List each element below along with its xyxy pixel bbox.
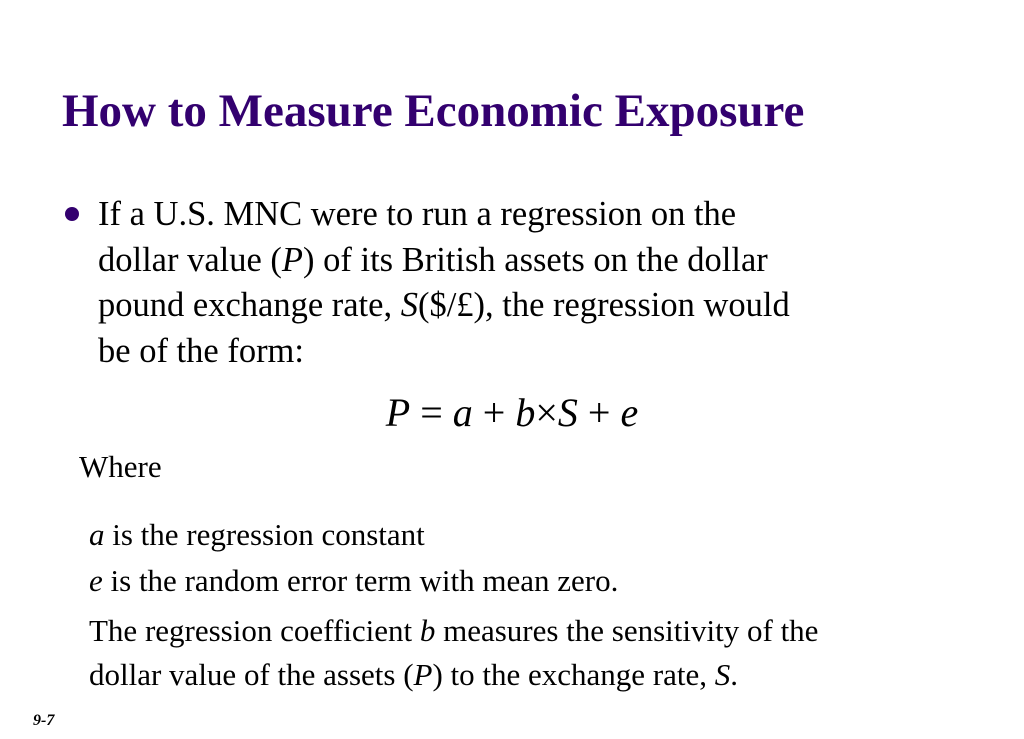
regression-equation bbox=[0, 388, 1024, 438]
bullet-item bbox=[62, 192, 982, 374]
bullet-dot-icon bbox=[65, 207, 79, 221]
definition-b-line-2 bbox=[89, 656, 738, 694]
definition-e-var: e bbox=[89, 563, 103, 598]
bullet-text bbox=[98, 192, 982, 374]
bullet-line-2-post: ) of its British assets on the dollar bbox=[303, 240, 768, 279]
equation-plus-1: + bbox=[472, 390, 516, 435]
slide-title: How to Measure Economic Exposure bbox=[62, 85, 805, 137]
equation-plus-2: + bbox=[577, 390, 621, 435]
definition-a-var: a bbox=[89, 517, 105, 552]
bullet-line-1 bbox=[98, 192, 982, 238]
definition-e bbox=[89, 562, 618, 600]
definition-b2-p: P bbox=[413, 657, 433, 692]
equation-s: S bbox=[557, 390, 578, 435]
bullet-line-3-pre: pound exchange rate, bbox=[98, 286, 401, 324]
definition-a bbox=[89, 516, 425, 554]
bullet-line-4 bbox=[98, 329, 982, 375]
equation-b: b bbox=[515, 390, 536, 435]
definition-b-line-1 bbox=[89, 612, 818, 650]
equation-a: a bbox=[452, 390, 473, 435]
definition-b2-pre: dollar value of the assets ( bbox=[89, 657, 414, 692]
bullet-line-2 bbox=[98, 238, 982, 284]
page-number: 9-7 bbox=[33, 712, 55, 729]
variable-p: P bbox=[281, 240, 303, 279]
definition-b-var: b bbox=[419, 613, 436, 648]
definition-e-text: is the random error term with mean zero. bbox=[102, 563, 619, 598]
equation-p: P bbox=[385, 390, 411, 435]
bullet-line-2-pre: dollar value ( bbox=[98, 240, 282, 279]
definition-b2-s: S bbox=[714, 657, 731, 692]
definition-b2-mid: ) to the exchange rate, bbox=[432, 657, 715, 692]
definition-b-post: measures the sensitivity of the bbox=[435, 613, 819, 648]
definition-b2-end: . bbox=[730, 657, 739, 692]
definition-b-pre: The regression coefficient bbox=[89, 613, 420, 648]
equation-times: × bbox=[535, 390, 558, 435]
definition-a-text: is the regression constant bbox=[104, 517, 425, 552]
bullet-line-3-post: ($/£), the regression would bbox=[417, 286, 790, 324]
bullet-line-1-text: If a U.S. MNC were to run a regression on the bbox=[98, 195, 737, 233]
bullet-line-3 bbox=[98, 283, 982, 329]
bullet-line-4-text: be of the form: bbox=[98, 331, 304, 370]
equation-e: e bbox=[620, 390, 639, 435]
where-label: Where bbox=[79, 449, 162, 484]
variable-s: S bbox=[400, 286, 418, 324]
equation-equals: = bbox=[410, 390, 453, 435]
